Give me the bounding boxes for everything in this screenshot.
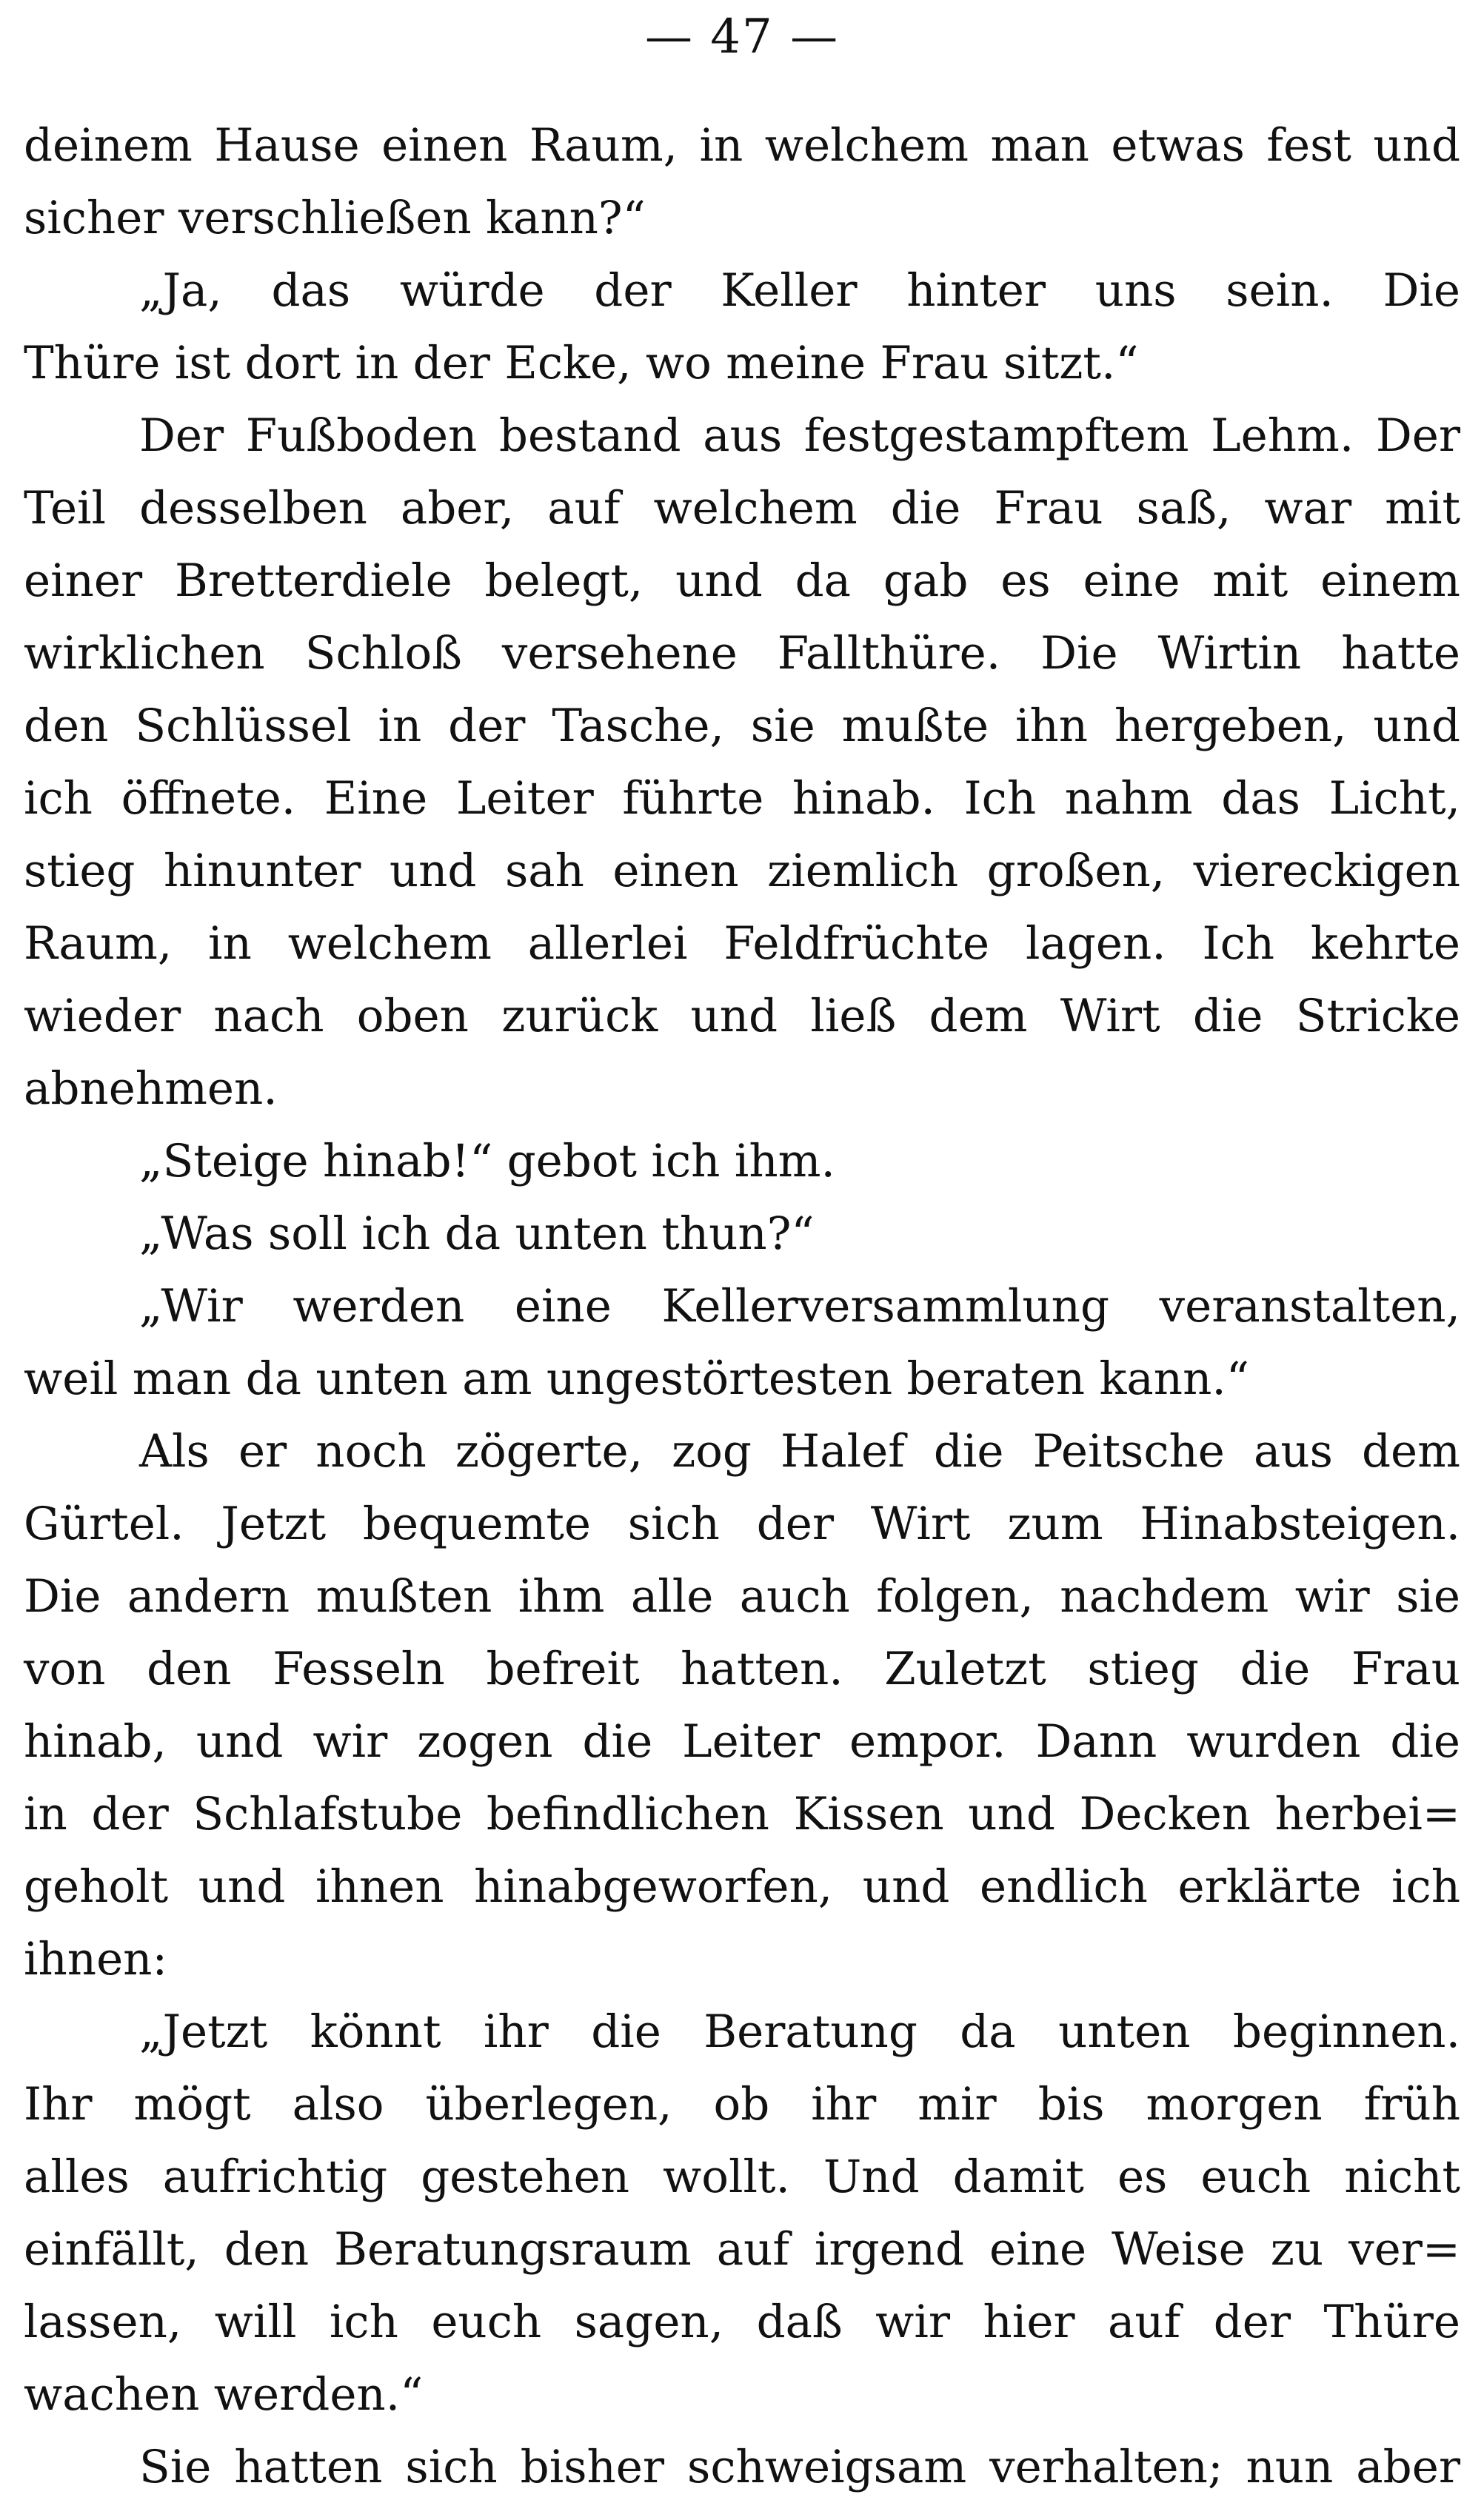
text-line: den Schlüssel in der Tasche, sie mußte ihn hergeben, und (24, 700, 1460, 752)
text-line: sicher verschließen kann?“ (24, 192, 646, 244)
text-line: Als er noch zögerte, zog Halef die Peitsche aus dem (139, 1425, 1460, 1478)
text-line: hinab, und wir zogen die Leiter empor. Dann wurden die (24, 1715, 1460, 1768)
text-line: Raum, in welchem allerlei Feldfrüchte lagen. Ich kehrte (24, 917, 1460, 970)
text-line: weil man da unten am ungestörtesten beraten kann.“ (24, 1353, 1249, 1405)
text-line: ihnen: (24, 1933, 168, 1985)
text-line: einer Bretterdiele belegt, und da gab es eine mit einem (24, 554, 1460, 607)
text-line: lassen, will ich euch sagen, daß wir hier auf der Thüre (24, 2296, 1460, 2348)
text-line: deinem Hause einen Raum, in welchem man etwas fest und (24, 119, 1460, 172)
text-line: wachen werden.“ (24, 2368, 424, 2421)
text-line: Teil desselben aber, auf welchem die Frau saß, war mit (24, 482, 1460, 535)
text-line: in der Schlafstube befindlichen Kissen und Decken herbei= (24, 1788, 1460, 1840)
text-line: „Ja, das würde der Keller hinter uns sein. Die (139, 264, 1460, 317)
text-line: alles aufrichtig gestehen wollt. Und damit es euch nicht (24, 2151, 1460, 2203)
text-line: „Jetzt könnt ihr die Beratung da unten beginnen. (139, 2005, 1460, 2058)
text-line: ich öffnete. Eine Leiter führte hinab. Ich nahm das Licht, (24, 772, 1460, 825)
text-line: wieder nach oben zurück und ließ dem Wirt die Stricke (24, 990, 1460, 1042)
text-line: „Steige hinab!“ gebot ich ihm. (139, 1135, 835, 1187)
text-line: Ihr mögt also überlegen, ob ihr mir bis morgen früh (24, 2078, 1460, 2131)
text-line: wirklichen Schloß versehene Fallthüre. Die Wirtin hatte (24, 627, 1460, 680)
text-line: „Wir werden eine Kellerversammlung veranstalten, (139, 1280, 1460, 1333)
text-line: Sie hatten sich bisher schweigsam verhalten; nun aber (139, 2441, 1460, 2493)
text-line: Die andern mußten ihm alle auch folgen, nachdem wir sie (24, 1570, 1460, 1623)
text-line: abnehmen. (24, 1062, 278, 1115)
text-line: Der Fußboden bestand aus festgestampftem Lehm. Der (139, 409, 1460, 462)
body-text (24, 110, 1460, 2504)
text-line: einfällt, den Beratungsraum auf irgend eine Weise zu ver= (24, 2223, 1460, 2276)
text-line: „Was soll ich da unten thun?“ (139, 1207, 815, 1260)
page-number: — 47 — (644, 10, 840, 64)
text-line: Thüre ist dort in der Ecke, wo meine Frau sitzt.“ (24, 337, 1139, 389)
text-line: stieg hinunter und sah einen ziemlich großen, viereckigen (24, 845, 1460, 897)
text-line: Gürtel. Jetzt bequemte sich der Wirt zum Hinabsteigen. (24, 1498, 1460, 1550)
text-line: von den Fesseln befreit hatten. Zuletzt stieg die Frau (24, 1643, 1460, 1695)
text-line: geholt und ihnen hinabgeworfen, und endlich erklärte ich (24, 1860, 1460, 1913)
